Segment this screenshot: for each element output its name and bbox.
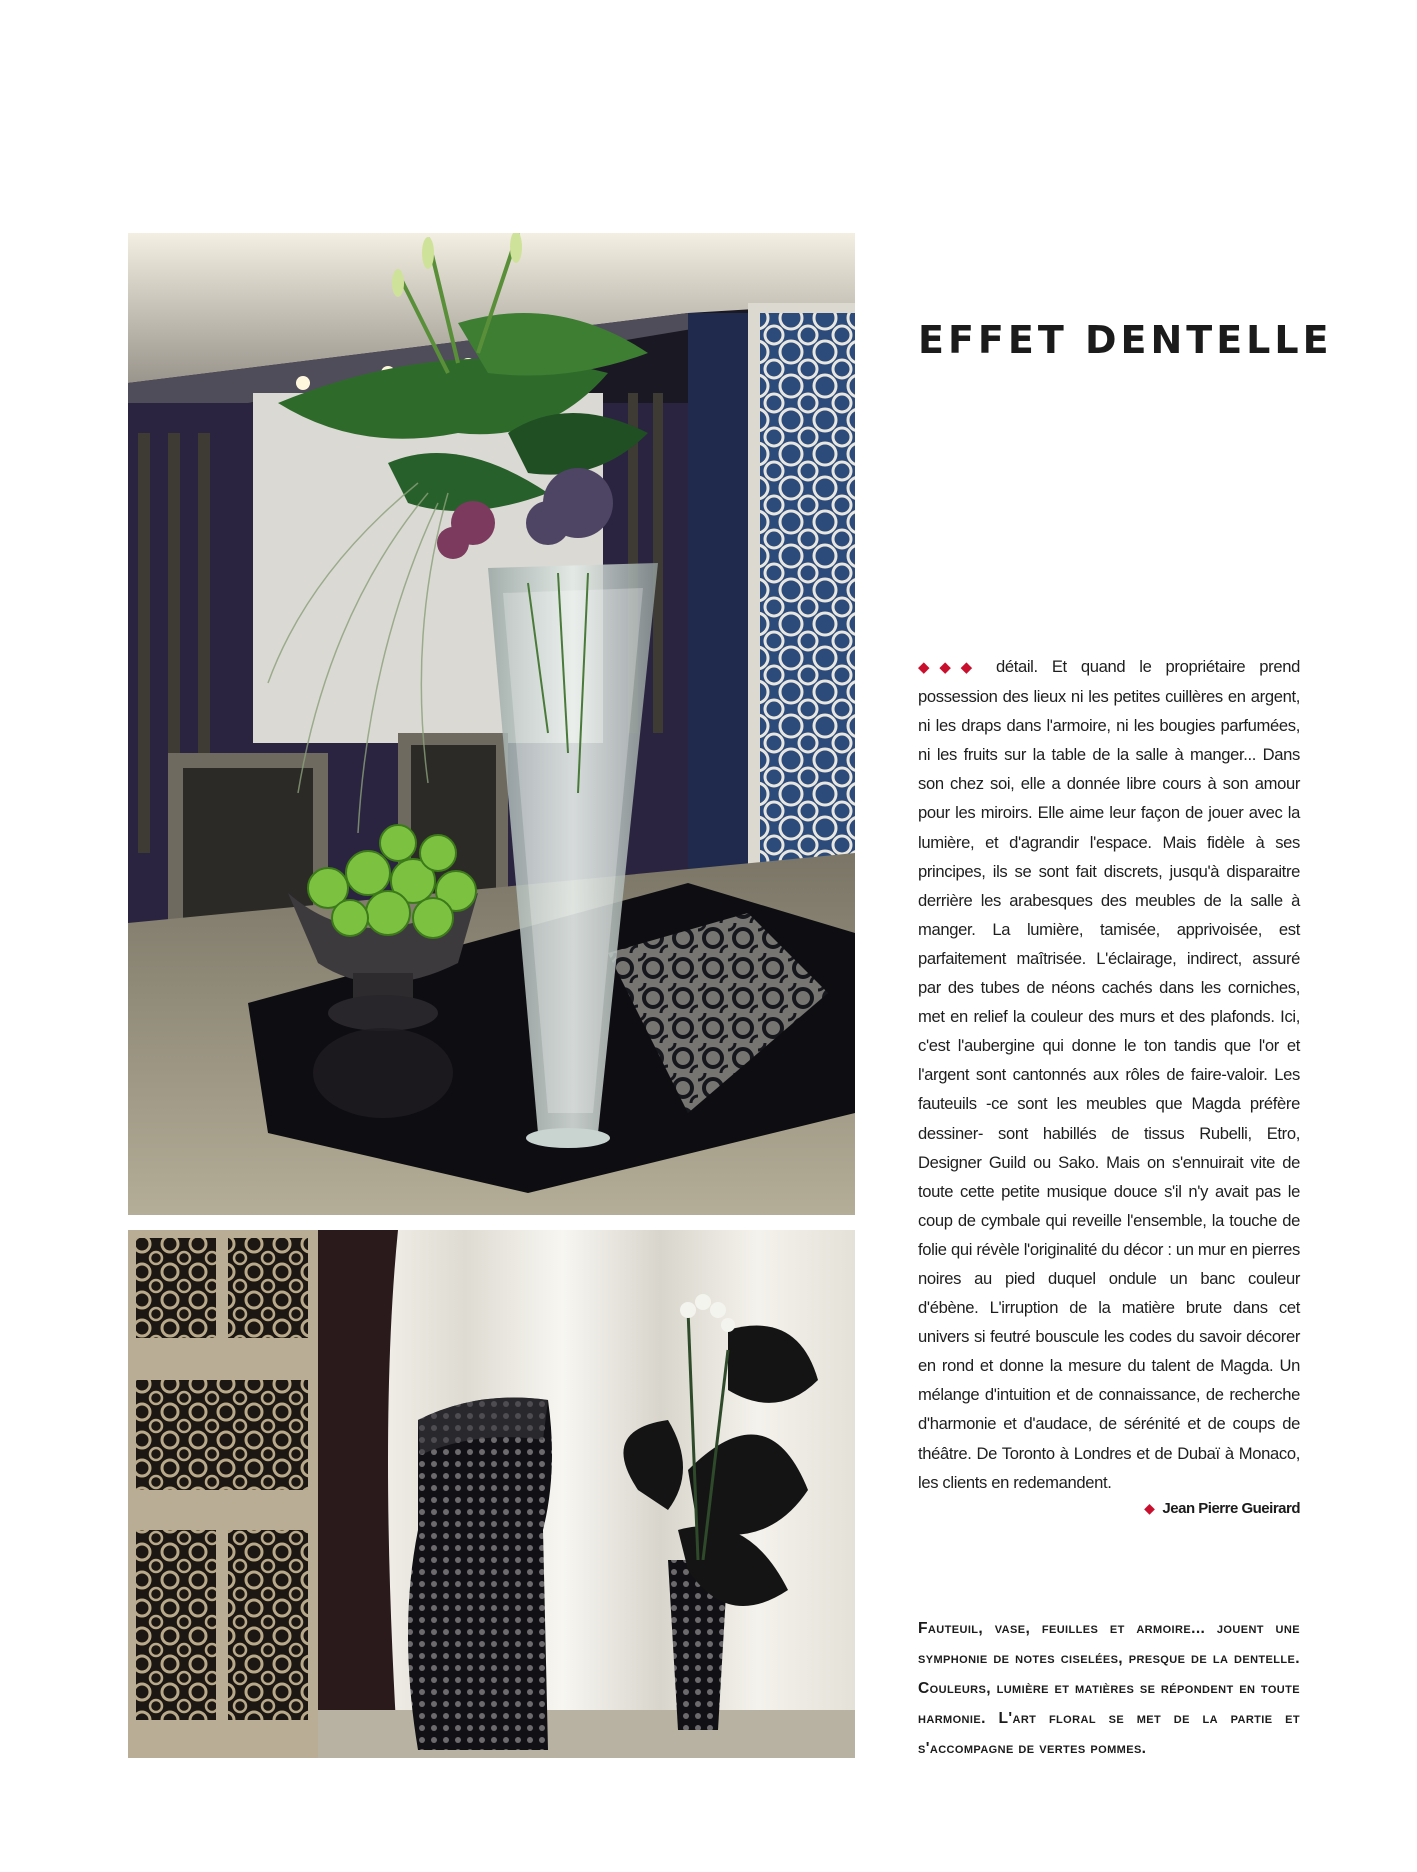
diamond-ornament-icon: ◆◆◆ xyxy=(918,659,982,676)
diamond-icon: ◆ xyxy=(1144,1500,1155,1516)
author-name: Jean Pierre Gueirard xyxy=(1162,1500,1300,1517)
article-body-text: détail. Et quand le propriétaire prend possession des lieux ni les petites cuillères en argent, ni les draps dans l'armoire, ni les bougies parfumées, ni les fruits sur la table de la salle à manger... Dans son chez soi, elle a donnée libre cours à son amour pour les miroirs. Elle aime leur façon de jouer avec la lumière, et d'agrandir l'espace. Mais fidèle à ses principes, ils se sont fait discrets, jusqu'à disparaitre derrière les arabesques des meubles de la salle à manger. La lumière, tamisée, apprivoisée, est parfaitement maîtrisée. L'éclairage, indirect, assuré par des tubes de néons cachés dans les corniches, met en relief la couleur des murs et des plafonds. Ici, c'est l'aubergine qui donne le ton tandis que l'or et l'argent sont cantonnés aux rôles de faire-valoir. Les fauteuils -ce sont les meubles que Magda préfère dessiner- sont habillés de tissus Rubelli, Etro, Designer Guild ou Sako. Mais on s'ennuirait vite de toute cette petite musique douce s'il n'y avait pas le coup de cymbale qui reveille l'ensemble, la touche de folie qui révèle l'originalité du décor : un mur en pierres noires au pied duquel ondule un banc couleur d'ébène. L'irruption de la matière brute dans cet univers si feutré bouscule les codes du savoir décorer en rond et donne la mesure du talent de Magda. Un mélange d'intuition et de connaissance, de recherche d'harmonie et d'audace, de sérénité et de coups de théâtre. De Toronto à Londres et de Dubaï à Monaco, les clients en redemandent. xyxy=(918,657,1300,1492)
photo-caption: Fauteuil, vase, feuilles et armoire... jouent une symphonie de notes ciselées, presque de la dentelle. Couleurs, lumière et matières se répondent en toute harmonie. L'art floral se met de la partie et s'accompagne de vertes pommes. xyxy=(918,1620,1300,1757)
chair-and-plant-photo xyxy=(128,1230,855,1758)
dining-room-photo xyxy=(128,233,855,1215)
article-title: EFFET DENTELLE xyxy=(918,318,1333,362)
author-signature xyxy=(918,1500,1300,1517)
article-body xyxy=(918,652,1300,1497)
